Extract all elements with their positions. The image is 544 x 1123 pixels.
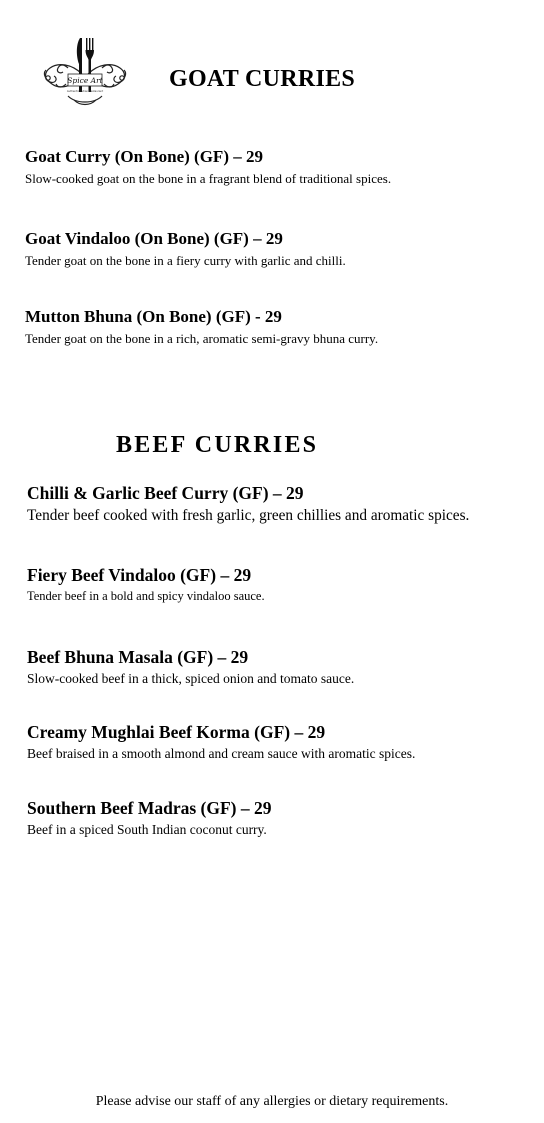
menu-item-name: Chilli & Garlic Beef Curry (GF) – 29 [27, 483, 304, 503]
menu-item-description: Slow-cooked beef in a thick, spiced onion and tomato sauce. [27, 671, 355, 686]
menu-item-name: Goat Curry (On Bone) (GF) – 29 [25, 147, 263, 166]
fork-knife-ornament-icon [38, 34, 132, 112]
menu-item [25, 229, 346, 269]
menu-item-name: Creamy Mughlai Beef Korma (GF) – 29 [27, 722, 326, 742]
goat-curries-title: GOAT CURRIES [169, 66, 356, 92]
svg-text:Authentic Indian Restaurant: Authentic Indian Restaurant [66, 90, 104, 93]
svg-text:Spice Art: Spice Art [67, 76, 103, 85]
menu-item-description: Tender beef cooked with fresh garlic, green chillies and aromatic spices. [27, 507, 470, 524]
menu-item [27, 722, 415, 762]
menu-item [27, 798, 272, 838]
menu-item-name: Fiery Beef Vindaloo (GF) – 29 [27, 565, 252, 585]
menu-item-name: Southern Beef Madras (GF) – 29 [27, 798, 272, 818]
menu-item-description: Beef braised in a smooth almond and cream sauce with aromatic spices. [27, 746, 416, 761]
beef-curries-title: BEEF CURRIES [116, 432, 319, 458]
menu-item-description: Slow-cooked goat on the bone in a fragrant blend of traditional spices. [25, 171, 392, 187]
allergy-notice: Please advise our staff of any allergies or dietary requirements. [95, 1094, 449, 1109]
menu-item [27, 483, 469, 525]
restaurant-logo [38, 34, 132, 112]
menu-item [25, 147, 391, 187]
menu-item [25, 307, 378, 347]
menu-item-description: Beef in a spiced South Indian coconut curry. [27, 822, 267, 837]
menu-item-description: Tender beef in a bold and spicy vindaloo sauce. [27, 589, 265, 603]
menu-item-name: Mutton Bhuna (On Bone) (GF) - 29 [25, 307, 282, 326]
menu-item-name: Beef Bhuna Masala (GF) – 29 [27, 647, 249, 667]
menu-item [27, 565, 265, 604]
menu-item [27, 647, 354, 687]
menu-item-description: Tender goat on the bone in a fiery curry with garlic and chilli. [25, 253, 346, 269]
menu-item-name: Goat Vindaloo (On Bone) (GF) – 29 [25, 229, 283, 248]
menu-item-description: Tender goat on the bone in a rich, aromatic semi-gravy bhuna curry. [25, 331, 379, 347]
